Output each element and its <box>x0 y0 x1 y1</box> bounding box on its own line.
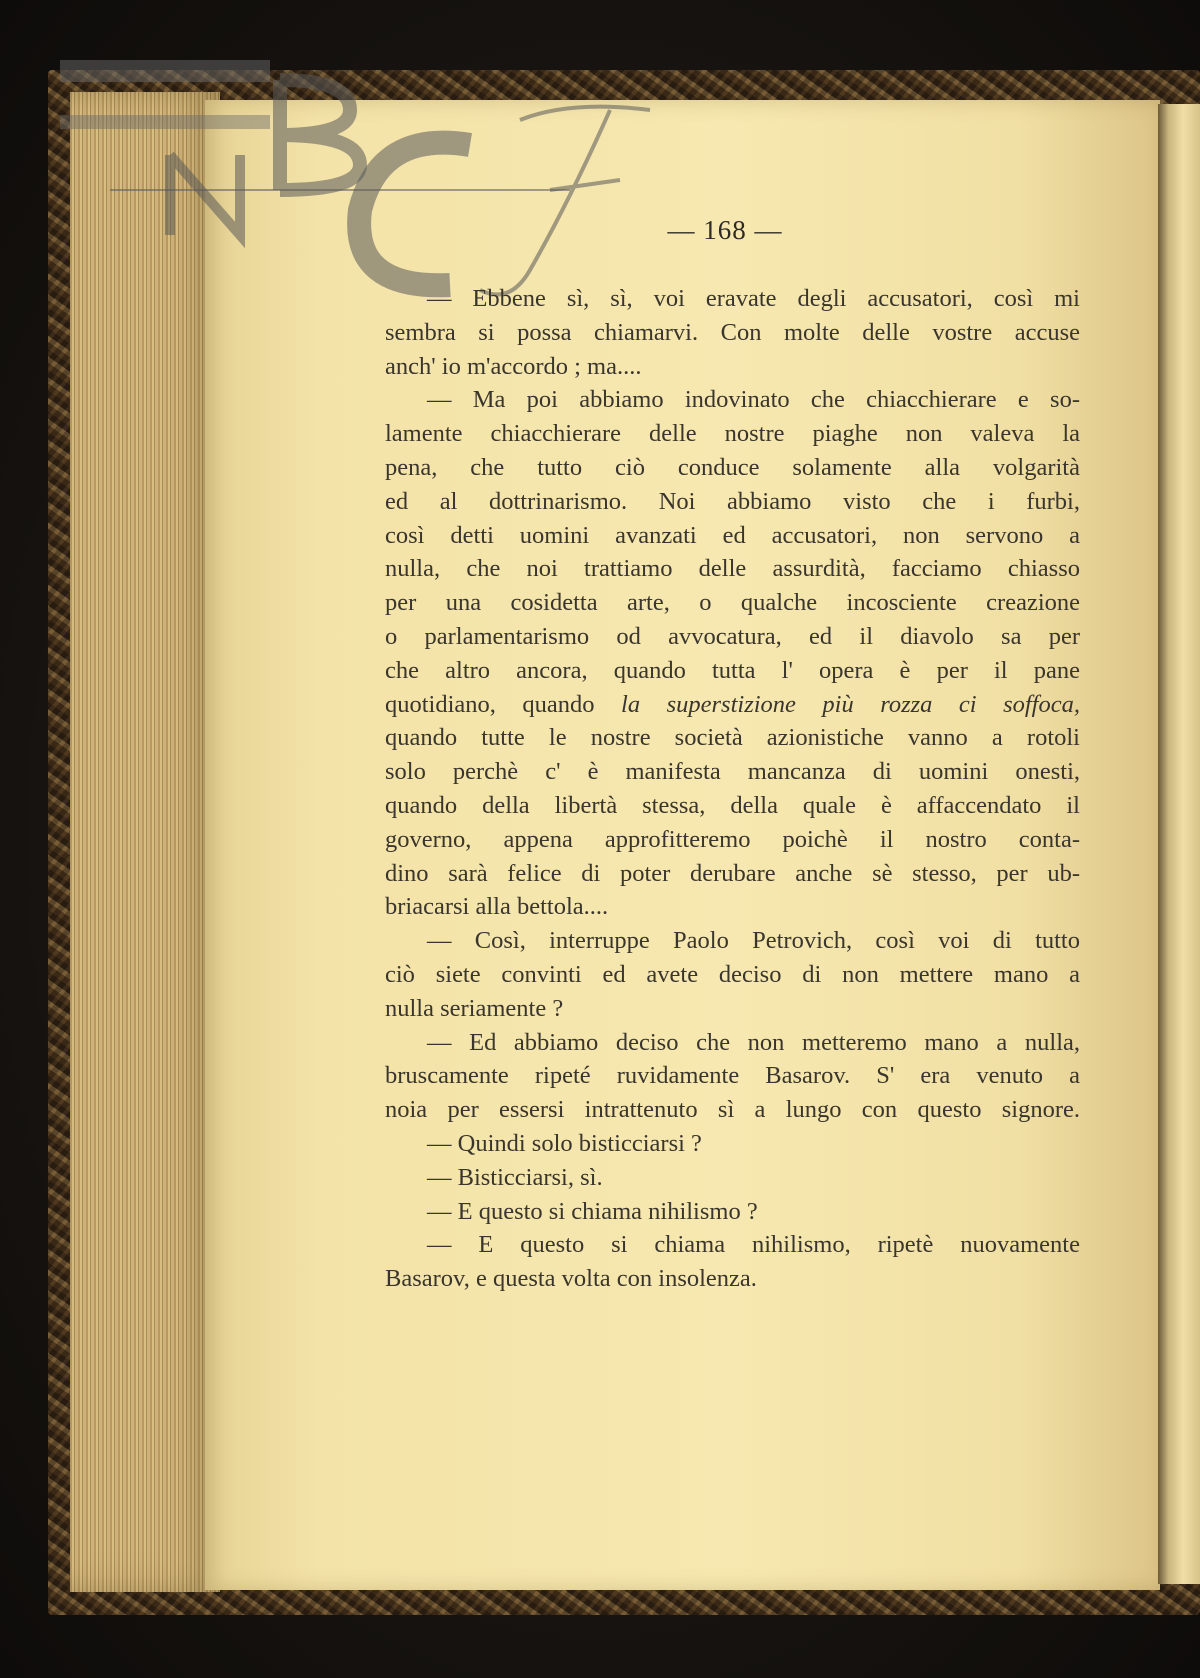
text-line: così detti uomini avanzati ed accusatori, non servono a <box>385 521 1080 549</box>
text-line: solo perchè c' è manifesta mancanza di uomini onesti, <box>385 758 1080 786</box>
text-line: anch' io m'accordo ; ma.... <box>385 352 642 380</box>
text-line: nulla seriamente ? <box>385 994 564 1022</box>
text-line: ed al dottrinarismo. Noi abbiamo visto che i furbi, <box>385 487 1080 515</box>
text-line: — Quindi solo bisticciarsi ? <box>427 1129 702 1157</box>
text-line <box>385 688 1080 722</box>
text-segment: quotidiano, quando <box>385 690 622 718</box>
text-line: briacarsi alla bettola.... <box>385 893 609 921</box>
text-line: — E questo si chiama nihilismo, ripetè nuovamente <box>427 1231 1080 1259</box>
text-line: bruscamente ripeté ruvidamente Basarov. S' era venuto a <box>385 1062 1080 1090</box>
body-text <box>385 282 1080 1296</box>
text-line: ciò siete convinti ed avete deciso di non mettere mano a <box>385 960 1080 988</box>
text-line: per una cosidetta arte, o qualche incosciente creazione <box>385 589 1080 617</box>
text-line: — Così, interruppe Paolo Petrovich, così voi di tutto <box>427 927 1080 955</box>
text-line: noia per essersi intrattenuto sì a lungo con questo signore. <box>385 1096 1080 1124</box>
text-line: quando tutte le nostre società azionistiche vanno a rotoli <box>385 724 1080 752</box>
text-line: — Ma poi abbiamo indovinato che chiacchierare e so- <box>427 386 1080 414</box>
text-line: che altro ancora, quando tutta l' opera è per il pane <box>385 656 1080 684</box>
text-line: — Ebbene sì, sì, voi eravate degli accusatori, così mi <box>427 285 1080 312</box>
text-line: nulla, che noi trattiamo delle assurdità, facciamo chiasso <box>385 555 1080 583</box>
text-line: governo, appena approfitteremo poichè il nostro conta- <box>385 825 1080 853</box>
page-number: — 168 — <box>667 215 783 245</box>
text-line: — Bisticciarsi, sì. <box>427 1163 603 1191</box>
text-line: sembra si possa chiamarvi. Con molte delle vostre accuse <box>385 318 1080 346</box>
text-line: dino sarà felice di poter derubare anche sè stesso, per ub- <box>385 859 1080 887</box>
text-line: — E questo si chiama nihilismo ? <box>427 1197 758 1225</box>
text-line: — Ed abbiamo deciso che non metteremo mano a nulla, <box>427 1028 1080 1056</box>
text-line: quando della libertà stessa, della quale è affaccendato il <box>385 791 1080 819</box>
text-line: Basarov, e questa volta con insolenza. <box>385 1265 757 1293</box>
text-line: o parlamentarismo od avvocatura, ed il diavolo sa per <box>385 622 1080 650</box>
text-line: pena, che tutto ciò conduce solamente alla volgarità <box>385 453 1080 481</box>
text-line: lamente chiacchierare delle nostre piaghe non valeva la <box>385 420 1080 448</box>
adjacent-page-edge <box>1158 104 1200 1584</box>
page-edges-stack <box>70 92 220 1592</box>
italic-text-segment: la superstizione più rozza ci soffoca, <box>621 690 1080 718</box>
